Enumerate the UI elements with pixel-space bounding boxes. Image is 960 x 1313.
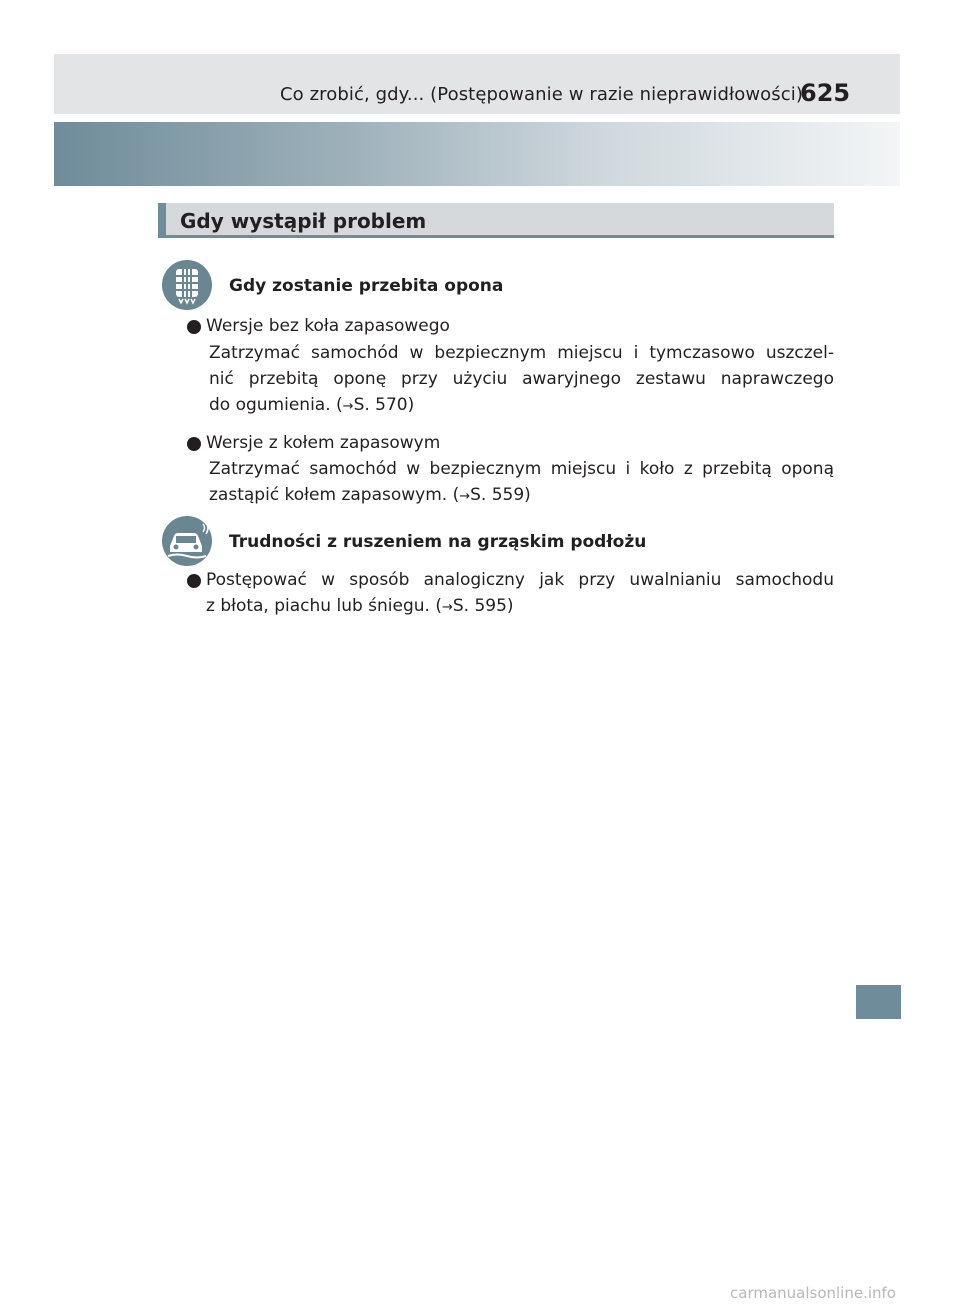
arrow-icon: → xyxy=(441,600,453,615)
item-2-title: Wersje z kołem zapasowym xyxy=(206,433,441,453)
chapter-gradient-bar xyxy=(54,122,900,186)
bullet-3 xyxy=(187,574,201,588)
item-1-line-2: nić przebitą oponę przy użyciu awaryjnego zestawu naprawczego xyxy=(209,369,834,389)
section-heading-box xyxy=(158,203,834,238)
page-number: 625 xyxy=(800,79,851,107)
item-3-line-2-text: z błota, piachu lub śniegu. ( xyxy=(206,596,442,616)
item-3-line-2 xyxy=(206,593,514,621)
item-1-title: Wersje bez koła zapasowego xyxy=(206,316,450,336)
bullet-2 xyxy=(187,437,201,451)
page-reference-570: S. 570) xyxy=(353,395,415,415)
watermark: carmanualsonline.info xyxy=(730,1284,896,1302)
stuck-vehicle-heading: Trudności z ruszeniem na grząskim podłożu xyxy=(229,532,647,552)
arrow-icon: → xyxy=(459,489,471,504)
item-2-line-2 xyxy=(209,482,531,510)
item-3-line-1: Postępować w sposób analogiczny jak przy uwalnianiu samochodu xyxy=(206,570,834,590)
chapter-side-tab xyxy=(856,985,901,1019)
header-title: Co zrobić, gdy... (Postępowanie w razie nieprawidłowości) xyxy=(280,84,803,105)
item-2-line-2-text: zastąpić kołem zapasowym. ( xyxy=(209,485,460,505)
item-1-line-3 xyxy=(209,392,414,420)
bullet-1 xyxy=(187,320,201,334)
section-heading: Gdy wystąpił problem xyxy=(180,209,427,233)
item-2-line-1: Zatrzymać samochód w bezpiecznym miejscu i koło z przebitą oponą xyxy=(209,459,834,479)
flat-tire-icon xyxy=(162,260,212,310)
item-1-line-3-text: do ogumienia. ( xyxy=(209,395,343,415)
arrow-icon: → xyxy=(342,399,354,414)
item-1-line-1: Zatrzymać samochód w bezpiecznym miejscu i tymczasowo uszczel- xyxy=(209,343,834,363)
flat-tire-heading: Gdy zostanie przebita opona xyxy=(229,276,504,296)
page-reference-559: S. 559) xyxy=(470,485,531,505)
page-reference-595: S. 595) xyxy=(452,596,514,616)
car-stuck-icon xyxy=(162,516,212,566)
